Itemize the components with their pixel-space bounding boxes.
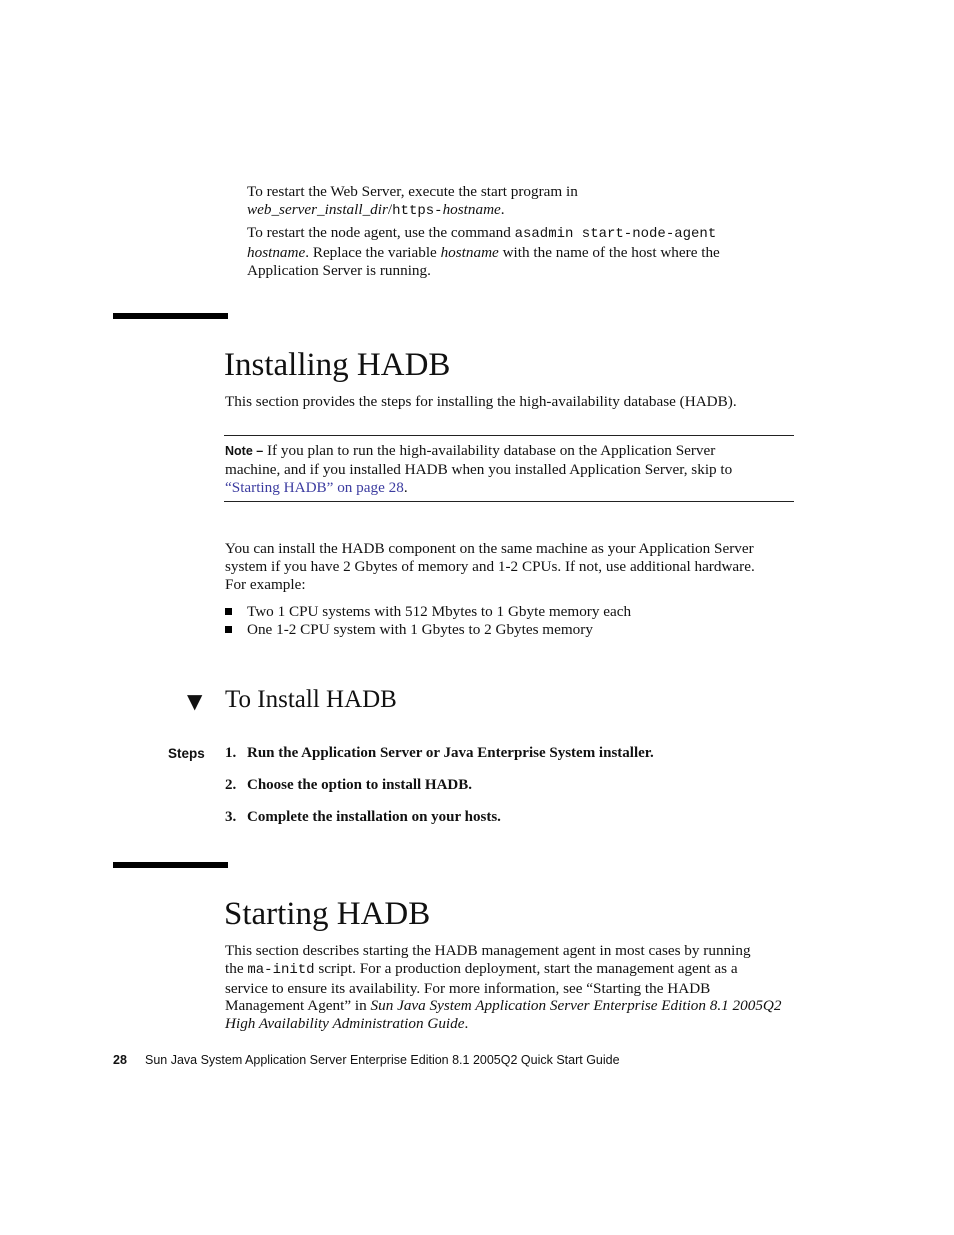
- s2-line4: [225, 997, 805, 1015]
- s2-line5: [225, 1015, 805, 1033]
- intro-p2-text: To restart the node agent, use the command: [247, 224, 515, 241]
- intro-p2-text: with the name of the host where the: [498, 243, 720, 261]
- list-item: One 1-2 CPU system with 1 Gbytes to 2 Gbytes memory: [247, 621, 593, 638]
- note-label: Note –: [225, 444, 264, 458]
- period: .: [464, 1015, 469, 1033]
- steps-label: Steps: [168, 746, 205, 761]
- body-line2: system if you have 2 Gbytes of memory and 1-2 CPUs. If not, use additional hardware.: [225, 557, 755, 575]
- list-item: Two 1 CPU systems with 512 Mbytes to 1 Gbyte memory each: [247, 603, 632, 620]
- note-line2: machine, and if you installed HADB when you installed Application Server, skip to: [225, 460, 733, 478]
- note-text: If you plan to run the high-availability database on the Application Server: [263, 442, 716, 459]
- section2-paragraph: [225, 942, 805, 1033]
- var-hostname: hostname: [247, 243, 306, 261]
- var-hostname: hostname: [440, 243, 499, 261]
- intro-paragraph-2: [247, 224, 807, 279]
- intro-p1-line1: To restart the Web Server, execute the start program in: [247, 183, 578, 200]
- bullet-square-icon: [225, 608, 232, 615]
- code-asadmin: asadmin start-node-agent: [514, 226, 717, 242]
- section-title-starting-hadb: Starting HADB: [224, 896, 431, 932]
- intro-p2-line3: Application Server is running.: [247, 261, 431, 279]
- note-line1: [225, 442, 795, 461]
- s2-line3: service to ensure its availability. For more information, see “Starting the HADB: [225, 979, 711, 997]
- intro-p1-line2: [247, 201, 807, 221]
- bullet-square-icon: [225, 626, 232, 633]
- code-ma-initd: ma-initd: [247, 961, 315, 978]
- s2-text: Management Agent” in: [225, 997, 371, 1015]
- period: .: [403, 478, 408, 496]
- section1-body: [225, 540, 805, 593]
- var-hostname: hostname: [442, 200, 501, 218]
- var-install-dir: web_server_install_dir: [247, 200, 388, 218]
- step-text: Run the Application Server or Java Enterprise System installer.: [247, 745, 654, 761]
- s2-text: script. For a production deployment, start the management agent as a: [314, 959, 738, 977]
- code-https: https-: [392, 202, 443, 219]
- note-top-rule: [224, 435, 794, 436]
- book-title: Sun Java System Application Server Enterprise Edition 8.1 2005Q2: [370, 997, 782, 1015]
- section-title-installing-hadb: Installing HADB: [224, 347, 451, 383]
- procedure-title: To Install HADB: [225, 686, 397, 713]
- section-rule: [113, 313, 228, 319]
- path-slash: /: [387, 200, 393, 218]
- section-rule: [113, 862, 228, 868]
- body-line1: You can install the HADB component on the same machine as your Application Server: [225, 540, 754, 557]
- note-bottom-rule: [224, 501, 794, 502]
- intro-paragraph-1: [247, 183, 807, 221]
- intro-p2-text: . Replace the variable: [305, 243, 441, 261]
- step-number: 2.: [225, 777, 237, 793]
- step-number: 1.: [225, 745, 237, 761]
- s2-line2: [225, 960, 805, 980]
- step-text: Choose the option to install HADB.: [247, 777, 473, 793]
- footer-title: Sun Java System Application Server Enterprise Edition 8.1 2005Q2 Quick Start Guide: [145, 1053, 620, 1067]
- step-number: 3.: [225, 809, 237, 825]
- note-box: [225, 442, 795, 496]
- section1-intro: This section provides the steps for installing the high-availability database (HADB).: [225, 393, 737, 410]
- intro-p2-line1: [247, 224, 807, 244]
- body-line3: For example:: [225, 575, 306, 593]
- s2-line1: This section describes starting the HADB management agent in most cases by running: [225, 942, 751, 959]
- period: .: [500, 200, 505, 218]
- intro-p2-line2: [247, 244, 807, 262]
- note-line3: [225, 479, 795, 497]
- footer-page-number: 28: [113, 1053, 127, 1067]
- step-text: Complete the installation on your hosts.: [247, 809, 501, 825]
- link-starting-hadb[interactable]: “Starting HADB” on page 28: [225, 478, 404, 496]
- procedure-marker-icon: ▼: [187, 689, 203, 713]
- s2-text: the: [225, 959, 248, 977]
- book-title: High Availability Administration Guide: [225, 1015, 465, 1033]
